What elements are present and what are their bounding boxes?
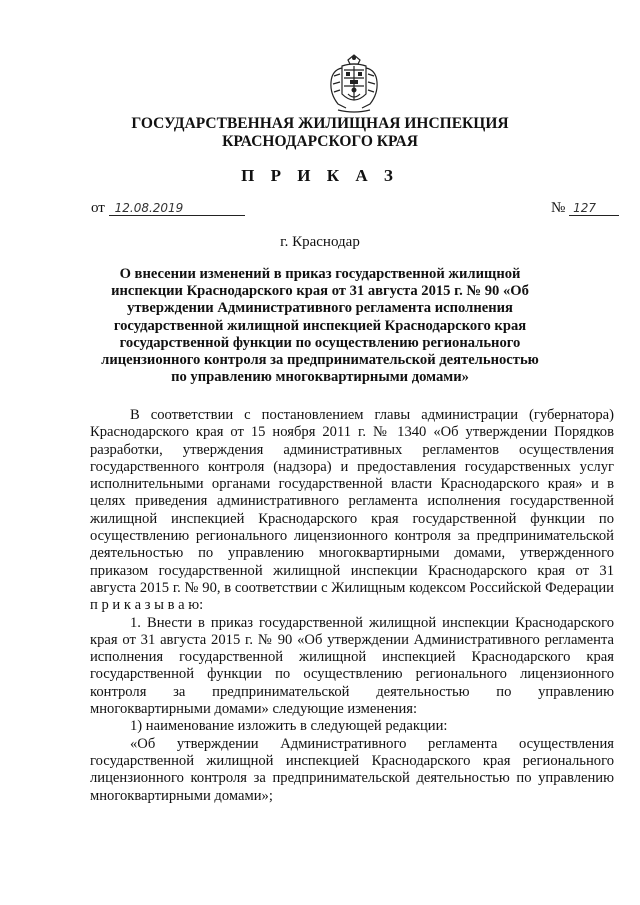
handwritten-number: 127: [569, 201, 619, 216]
paragraph-subitem-1: 1) наименование изложить в следующей редакции:: [130, 718, 448, 735]
paragraph-new-title: «Об утверждении Административного регламента осуществления государственной жилищной инспекцией Краснодарского края регионального лицензионного контроля за предпринимательской деятельностью по управлению многоквартирными домами»;: [90, 735, 614, 804]
date-field: [91, 200, 245, 217]
date-prefix: от: [91, 200, 105, 216]
handwritten-date: 12.08.2019: [109, 201, 245, 216]
organization-name-line1: ГОСУДАРСТВЕННАЯ ЖИЛИЩНАЯ ИНСПЕКЦИЯ: [131, 115, 509, 132]
document-body: [90, 407, 614, 805]
paragraph-item-1: 1. Внести в приказ государственной жилищной инспекции Краснодарского края от 31 августа 2015 г. № 90 «Об утверждении Административного регламента исполнения государственной жилищной инспекцией Краснодарского края государственной функции по осуществлению регионального лицензионного контроля за предпринимательской деятельностью по управлению многоквартирными домами» следующие изменения:: [90, 614, 614, 718]
city: г. Краснодар: [280, 234, 360, 250]
paragraph-preamble: В соответствии с постановлением главы администрации (губернатора) Краснодарского края от 15 ноября 2011 г. № 1340 «Об утверждении Порядков разработки, утверждения административных регламентов осуществления государственного контроля (надзора) и предоставления государственных услуг исполнительными органами государственной власти Краснодарского края» и в целях приведения административного регламента исполнения государственной жилищной инспекцией Краснодарского края государственной функции по осуществлению регионального лицензионного контроля за предпринимательской деятельностью по управлению многоквартирными домами, утвержденного приказом государственной жилищной инспекции Краснодарского края от 31 августа 2015 г. № 90, в соответствии с Жилищным кодексом Российской Федерации п р и к а з ы в а ю:: [90, 407, 614, 614]
organization-name-line2: КРАСНОДАРСКОГО КРАЯ: [222, 133, 418, 150]
document-title: П Р И К А З: [241, 166, 399, 185]
coat-of-arms-icon: [328, 54, 380, 114]
number-field: [551, 200, 619, 217]
document-subject: О внесении изменений в приказ государственной жилищной инспекции Краснодарского края от 31 августа 2015 г. № 90 «Об утверждении Административного регламента исполнения государственной жилищной инспекцией Краснодарского края государственной функции по осуществлению регионального лицензионного контроля за предпринимательской деятельностью по управлению многоквартирными домами»: [101, 266, 539, 386]
number-prefix: №: [551, 200, 566, 216]
